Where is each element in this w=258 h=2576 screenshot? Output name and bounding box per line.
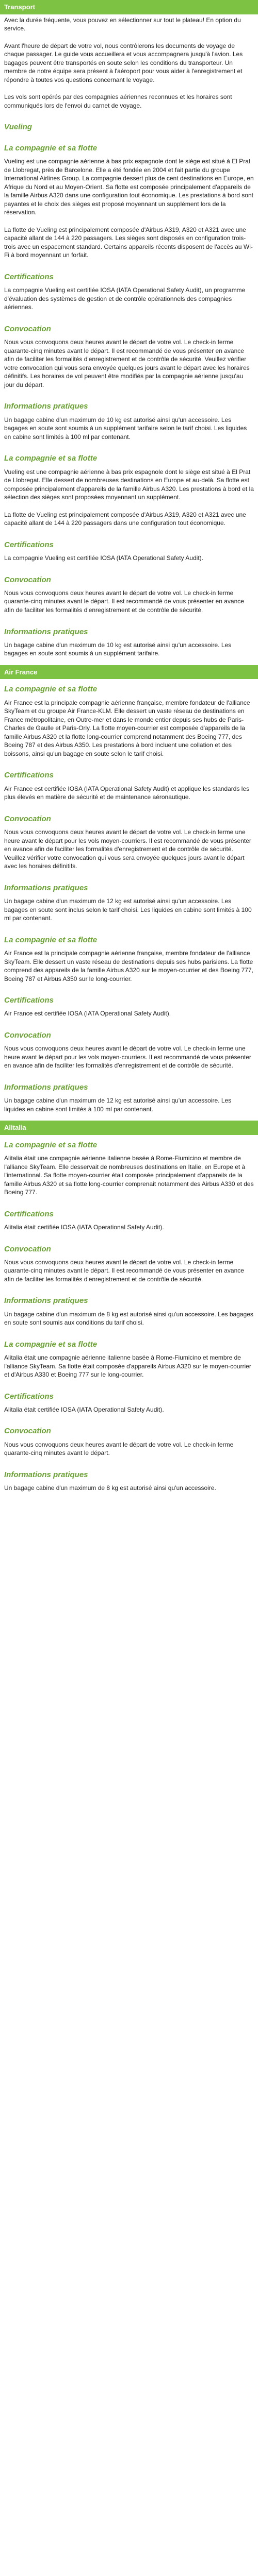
content-block <box>0 990 258 1022</box>
paragraph: La flotte de Vueling est principalement composée d'Airbus A319, A320 et A321 avec une capacité allant de 144 à 220 passagers dans une configuration tout économique. <box>4 511 246 527</box>
subheading: La compagnie et sa flotte <box>4 1340 98 1349</box>
subheading: La compagnie et sa flotte <box>4 1140 98 1149</box>
paragraph: Vueling est une compagnie aérienne à bas prix espagnole dont le siège est situé à El Prat de Llobregat, près de Barcelone. Elle a été fondée en 2004 et fait partie du groupe International Airlines Group. La compagnie dessert plus de cent destinations en Europe, en Afrique du Nord et au Moyen-Orient. Sa flotte est composée principalement d'appareils de la famille Airbus A320 dans une configuration tout économique. Les prestations à bord sont payantes et le choix des sièges est proposé moyennant un supplément lors de la réservation. <box>4 157 254 216</box>
content-block <box>0 1239 258 1288</box>
content-block <box>0 91 258 114</box>
section-header: Alitalia <box>0 1121 258 1135</box>
content-block <box>0 679 258 762</box>
subheading: Certifications <box>4 771 54 780</box>
subheading: Vueling <box>4 123 32 132</box>
section-header: Transport <box>0 0 258 14</box>
subheading: Convocation <box>4 575 51 584</box>
content-block <box>0 765 258 805</box>
subheading: Certifications <box>4 1209 54 1218</box>
paragraph: La compagnie Vueling est certifiée IOSA (IATA Operational Safety Audit). <box>4 554 203 562</box>
paragraph: Un bagage cabine d'un maximum de 8 kg est autorisé ainsi qu'un accessoire. <box>4 1484 216 1492</box>
subheading: Certifications <box>4 1392 54 1401</box>
content-block <box>0 267 258 316</box>
content-block <box>0 1465 258 1497</box>
paragraph: Nous vous convoquons deux heures avant le départ de votre vol. Le check-in ferme une heure avant le départ pour les vols moyen-courriers. Il est recommandé de vous présenter en avance afin de faciliter les formalités d'enregistrement et de contrôle de sécurité. <box>4 1045 251 1070</box>
content-block <box>0 1204 258 1236</box>
paragraph: La compagnie Vueling est certifiée IOSA (IATA Operational Safety Audit), un programme d'évaluation des systèmes de gestion et de contrôle opérationnels des compagnies aériennes. <box>4 286 246 311</box>
content-block <box>0 570 258 619</box>
content-block <box>0 40 258 89</box>
subheading: Informations pratiques <box>4 883 88 892</box>
subheading: La compagnie et sa flotte <box>4 454 98 463</box>
content-block <box>0 396 258 445</box>
paragraph: Air France est la principale compagnie aérienne française, membre fondateur de l'alliance SkyTeam. Elle dessert un vaste réseau de destinations depuis ses hubs parisiens. La flotte comprend des appareils de la famille Airbus A320 sur le moyen-courrier et des Boeing 777, Boeing 787 et Airbus A350 sur le long-courrier. <box>4 949 253 982</box>
paragraph: Vueling est une compagnie aérienne à bas prix espagnole dont le siège est situé à El Prat de Llobregat. Elle dessert de nombreuses destinations en Europe et au-delà. Sa flotte est composée principalement d'appareils de la famille Airbus A320. Les prestations à bord et la sélection des sièges sont proposées moyennant un supplément. <box>4 468 254 501</box>
subheading: Informations pratiques <box>4 627 88 636</box>
paragraph: Air France est certifiée IOSA (IATA Operational Safety Audit). <box>4 1010 171 1018</box>
content-block <box>0 1334 258 1383</box>
paragraph: Avec la durée fréquente, vous pouvez en sélectionner sur tout le plateau! En option du service. <box>4 16 241 32</box>
subheading: Informations pratiques <box>4 1082 88 1092</box>
content-block <box>0 1421 258 1461</box>
paragraph: Alitalia était certifiée IOSA (IATA Operational Safety Audit). <box>4 1405 164 1413</box>
content-block <box>0 117 258 134</box>
paragraph: Un bagage cabine d'un maximum de 8 kg est autorisé ainsi qu'un accessoire. Les bagages en soute sont soumis aux conditions du tarif choisi. <box>4 1310 253 1327</box>
content-block <box>0 1025 258 1074</box>
paragraph: Alitalia était une compagnie aérienne italienne basée à Rome-Fiumicino et membre de l'alliance SkyTeam. Sa flotte était composée d'appareils Airbus A320 sur le moyen-courrier et d'Airbus A330 et Boeing 777 sur le long-courrier. <box>4 1353 251 1379</box>
paragraph: Un bagage cabine d'un maximum de 10 kg est autorisé ainsi qu'un accessoire. Les bagages en soute sont soumis à un supplément tarifaire. <box>4 641 232 657</box>
subheading: Certifications <box>4 540 54 549</box>
subheading: Convocation <box>4 1244 51 1253</box>
paragraph: Air France est certifiée IOSA (IATA Operational Safety Audit) et applique les standards les plus élevés en matière de sécurité et de maintenance aéronautique. <box>4 785 250 801</box>
paragraph: Nous vous convoquons deux heures avant le départ de votre vol. Le check-in ferme quarante-cinq minutes avant le départ. Il est recommandé de vous présenter en avance afin de faciliter les formalités d'enregistrement et de contrôle de sécurité. <box>4 589 244 614</box>
paragraph: Avant l'heure de départ de votre vol, nous contrôlerons les documents de voyage de chaque passager. Le guide vous accueillera et vous accompagnera jusqu'à l'avion. Les bagages peuvent être transportés en soute selon les conditions du transporteur. Un membre de notre équipe sera présent à l'aéroport pour vous aider à l'enregistrement et répondre à toutes vos questions concernant le voyage. <box>4 42 243 83</box>
content-block <box>0 224 258 264</box>
subheading: Informations pratiques <box>4 402 88 411</box>
content-block <box>0 1135 258 1201</box>
content-block <box>0 930 258 987</box>
content-block <box>0 509 258 532</box>
paragraph: Nous vous convoquons deux heures avant le départ de votre vol. Le check-in ferme quarante-cinq minutes avant le départ. <box>4 1440 234 1457</box>
subheading: La compagnie et sa flotte <box>4 685 98 694</box>
subheading: Certifications <box>4 996 54 1005</box>
subheading: Certifications <box>4 272 54 281</box>
subheading: Convocation <box>4 1427 51 1436</box>
content-block <box>0 1386 258 1418</box>
paragraph: Alitalia était une compagnie aérienne italienne basée à Rome-Fiumicino et membre de l'alliance SkyTeam. Elle desservait de nombreuses destinations en Italie, en Europe et à l'international. Sa flotte moyen-courrier était composée principalement d'appareils de la famille Airbus A320 et sa flotte long-courrier comprenait notamment des Airbus A330 et des Boeing 777. <box>4 1154 254 1196</box>
content-block <box>0 878 258 927</box>
section-header: Air France <box>0 665 258 680</box>
subheading: La compagnie et sa flotte <box>4 935 98 944</box>
paragraph: Nous vous convoquons deux heures avant le départ de votre vol. Le check-in ferme une heure avant le départ pour les vols moyen-courriers. Il est recommandé de vous présenter en avance afin de faciliter les formalités d'enregistrement et de contrôle de sécurité. Veuillez vérifier votre convocation qui vous sera envoyée quelques jours avant le départ avec les horaires définitifs. <box>4 828 251 870</box>
paragraph: Nous vous convoquons deux heures avant le départ de votre vol. Le check-in ferme quarante-cinq minutes avant le départ. Il est recommandé de vous présenter en avance afin de faciliter les formalités d'enregistrement et de contrôle de sécurité. <box>4 1258 244 1283</box>
paragraph: Un bagage cabine d'un maximum de 10 kg est autorisé ainsi qu'un accessoire. Les bagages en soute sont soumis à un supplément tarifaire selon le tarif choisi. Les liquides en cabine sont limités à 100 ml par contenant. <box>4 416 247 440</box>
content-block <box>0 1291 258 1331</box>
paragraph: Un bagage cabine d'un maximum de 12 kg est autorisé ainsi qu'un accessoire. Les bagages en soute sont inclus selon le tarif choisi. Les liquides en cabine sont limités à 100 ml par contenant. <box>4 897 252 922</box>
content-block <box>0 448 258 505</box>
subheading: Convocation <box>4 814 51 823</box>
content-block <box>0 14 258 37</box>
paragraph: La flotte de Vueling est principalement composée d'Airbus A319, A320 et A321 avec une capacité allant de 144 à 220 passagers. Les sièges sont disposés en configuration trois-trois avec un espacement standard. Certains appareils récents disposent de l'accès au Wi-Fi à bord moyennant un forfait. <box>4 226 253 259</box>
paragraph: Les vols sont opérés par des compagnies aériennes reconnues et les horaires sont communiqués lors de l'envoi du carnet de voyage. <box>4 93 232 109</box>
content-block <box>0 809 258 875</box>
content-block <box>0 535 258 567</box>
paragraph: Un bagage cabine d'un maximum de 12 kg est autorisé ainsi qu'un accessoire. Les liquides en cabine sont limités à 100 ml par contenant. <box>4 1097 232 1113</box>
subheading: La compagnie et sa flotte <box>4 143 98 152</box>
subheading: Convocation <box>4 324 51 333</box>
subheading: Informations pratiques <box>4 1296 88 1306</box>
paragraph: Air France est la principale compagnie aérienne française, membre fondateur de l'alliance SkyTeam et du groupe Air France-KLM. Elle dessert un vaste réseau de destinations en France métropolitaine, en Outre-mer et dans le monde entier depuis ses hubs de Paris-Charles de Gaulle et Paris-Orly. La flotte moyen-courrier est composée d'appareils de la famille Airbus A320 et la flotte long-courrier comprend notamment des Boeing 777, des Boeing 787 et des Airbus A350. Les prestations à bord incluent une collation et des boissons, ainsi qu'un bagage en soute selon le tarif choisi. <box>4 699 250 757</box>
content-block <box>0 319 258 394</box>
content-block <box>0 622 258 662</box>
content-block <box>0 1077 258 1117</box>
subheading: Convocation <box>4 1030 51 1040</box>
paragraph: Alitalia était certifiée IOSA (IATA Operational Safety Audit). <box>4 1223 164 1231</box>
subheading: Informations pratiques <box>4 1470 88 1479</box>
content-block <box>0 138 258 221</box>
paragraph: Nous vous convoquons deux heures avant le départ de votre vol. Le check-in ferme quarante-cinq minutes avant le départ. Il est recommandé de vous présenter en avance afin de faciliter les formalités d'enregistrement et de contrôle de sécurité. Veuillez vérifier votre convocation qui vous sera envoyée quelques jours avant le départ avec les horaires définitifs. Les horaires de vol peuvent être modifiés par la compagnie aérienne jusqu'au jour du départ. <box>4 338 250 388</box>
